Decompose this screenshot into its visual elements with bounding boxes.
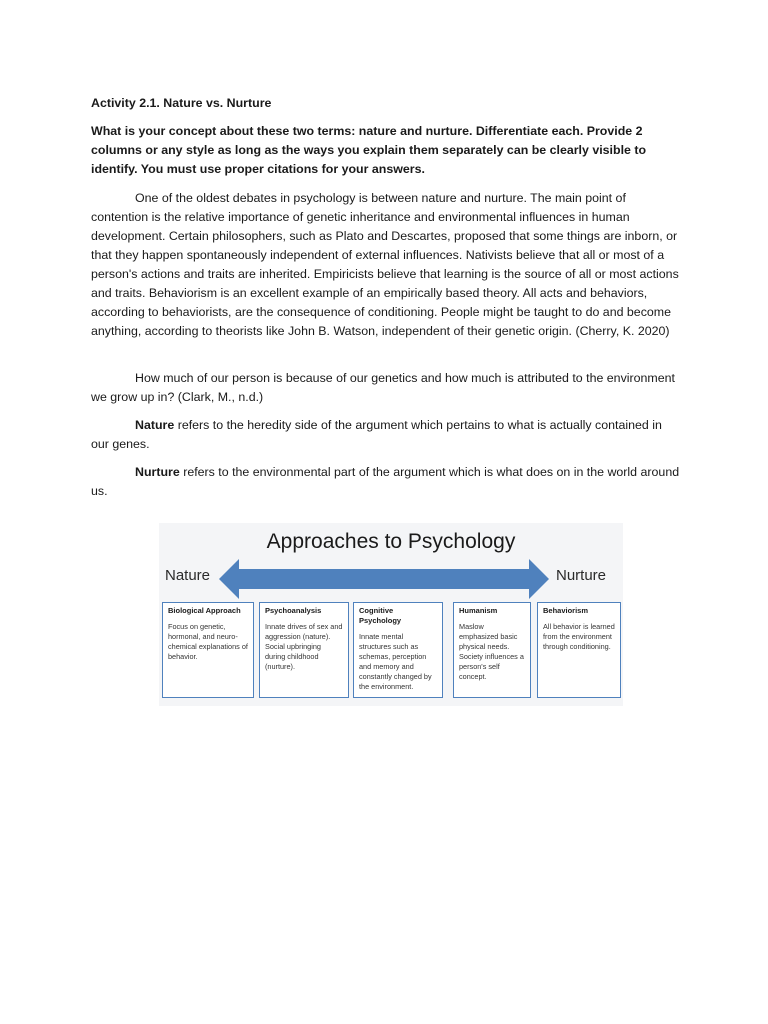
approach-title: Cognitive Psychology xyxy=(359,606,402,625)
paragraph-oldest-debate: One of the oldest debates in psychology is between nature and nurture. The main point of contention is the relative importance of genetic inheritance and environmental influences in human development. Certain philosophers, such as Plato and Descartes, proposed that some things are inborn, or that they happen spontaneously independent of external influences. Nativists believe that all or most of a person's actions and traits are inherited. Empiricists believe that learning is the source of all or most actions and traits. Behaviorism is an excellent example of an empirically based theory. All acts and behaviors, according to behaviorists, are the consequence of conditioning. People might be taught to do and become anything, according to theorists like John B. Watson, independent of their genetic origin. (Cherry, K. 2020) xyxy=(91,191,679,338)
paragraph-nature-definition xyxy=(91,416,681,454)
activity-prompt: What is your concept about these two terms: nature and nurture. Differentiate each. Provide 2 columns or any style as long as the ways you explain them separately can be clearly visible to identify. You must use proper citations for your answers. xyxy=(91,124,647,176)
approach-box-cognitive xyxy=(353,602,443,698)
approaches-to-psychology-figure xyxy=(159,523,623,706)
approach-box-behaviorism xyxy=(537,602,621,698)
approach-title: Humanism xyxy=(459,606,498,615)
approach-title: Biological Approach xyxy=(168,606,241,615)
approach-title: Behaviorism xyxy=(543,606,589,615)
figure-title: Approaches to Psychology xyxy=(266,530,516,553)
double-arrow-icon xyxy=(219,559,549,599)
approach-box-humanism xyxy=(453,602,531,698)
approach-box-psychoanalysis xyxy=(259,602,349,698)
approach-description: Innate mental structures such as schemas, perception and memory and constantly changed by the environment. xyxy=(359,632,432,691)
approach-description: All behavior is learned from the environment through conditioning. xyxy=(543,622,615,651)
nurture-label: Nurture xyxy=(556,567,607,584)
approach-title: Psychoanalysis xyxy=(265,606,322,615)
approach-description: Maslow emphasized basic physical needs. Society influences a person's self concept. xyxy=(459,622,524,681)
approach-box-biological xyxy=(162,602,254,698)
nature-definition-text: refers to the heredity side of the argument which pertains to what is actually contained in our genes. xyxy=(91,418,662,451)
nurture-definition-text: refers to the environmental part of the argument which is what does on in the world around us. xyxy=(91,465,680,498)
nurture-term: Nurture xyxy=(135,465,180,479)
nature-term: Nature xyxy=(135,418,175,432)
approach-description: Innate drives of sex and aggression (nature). Social upbringing during childhood (nurture). xyxy=(265,622,343,671)
paragraph-genetics-question: How much of our person is because of our genetics and how much is attributed to the environment we grow up in? (Clark, M., n.d.) xyxy=(91,371,675,404)
nature-label: Nature xyxy=(165,567,211,584)
activity-heading: Activity 2.1. Nature vs. Nurture xyxy=(91,96,272,110)
paragraph-nurture-definition xyxy=(91,463,681,501)
approach-description: Focus on genetic, hormonal, and neuro-chemical explanations of behavior. xyxy=(168,622,248,661)
